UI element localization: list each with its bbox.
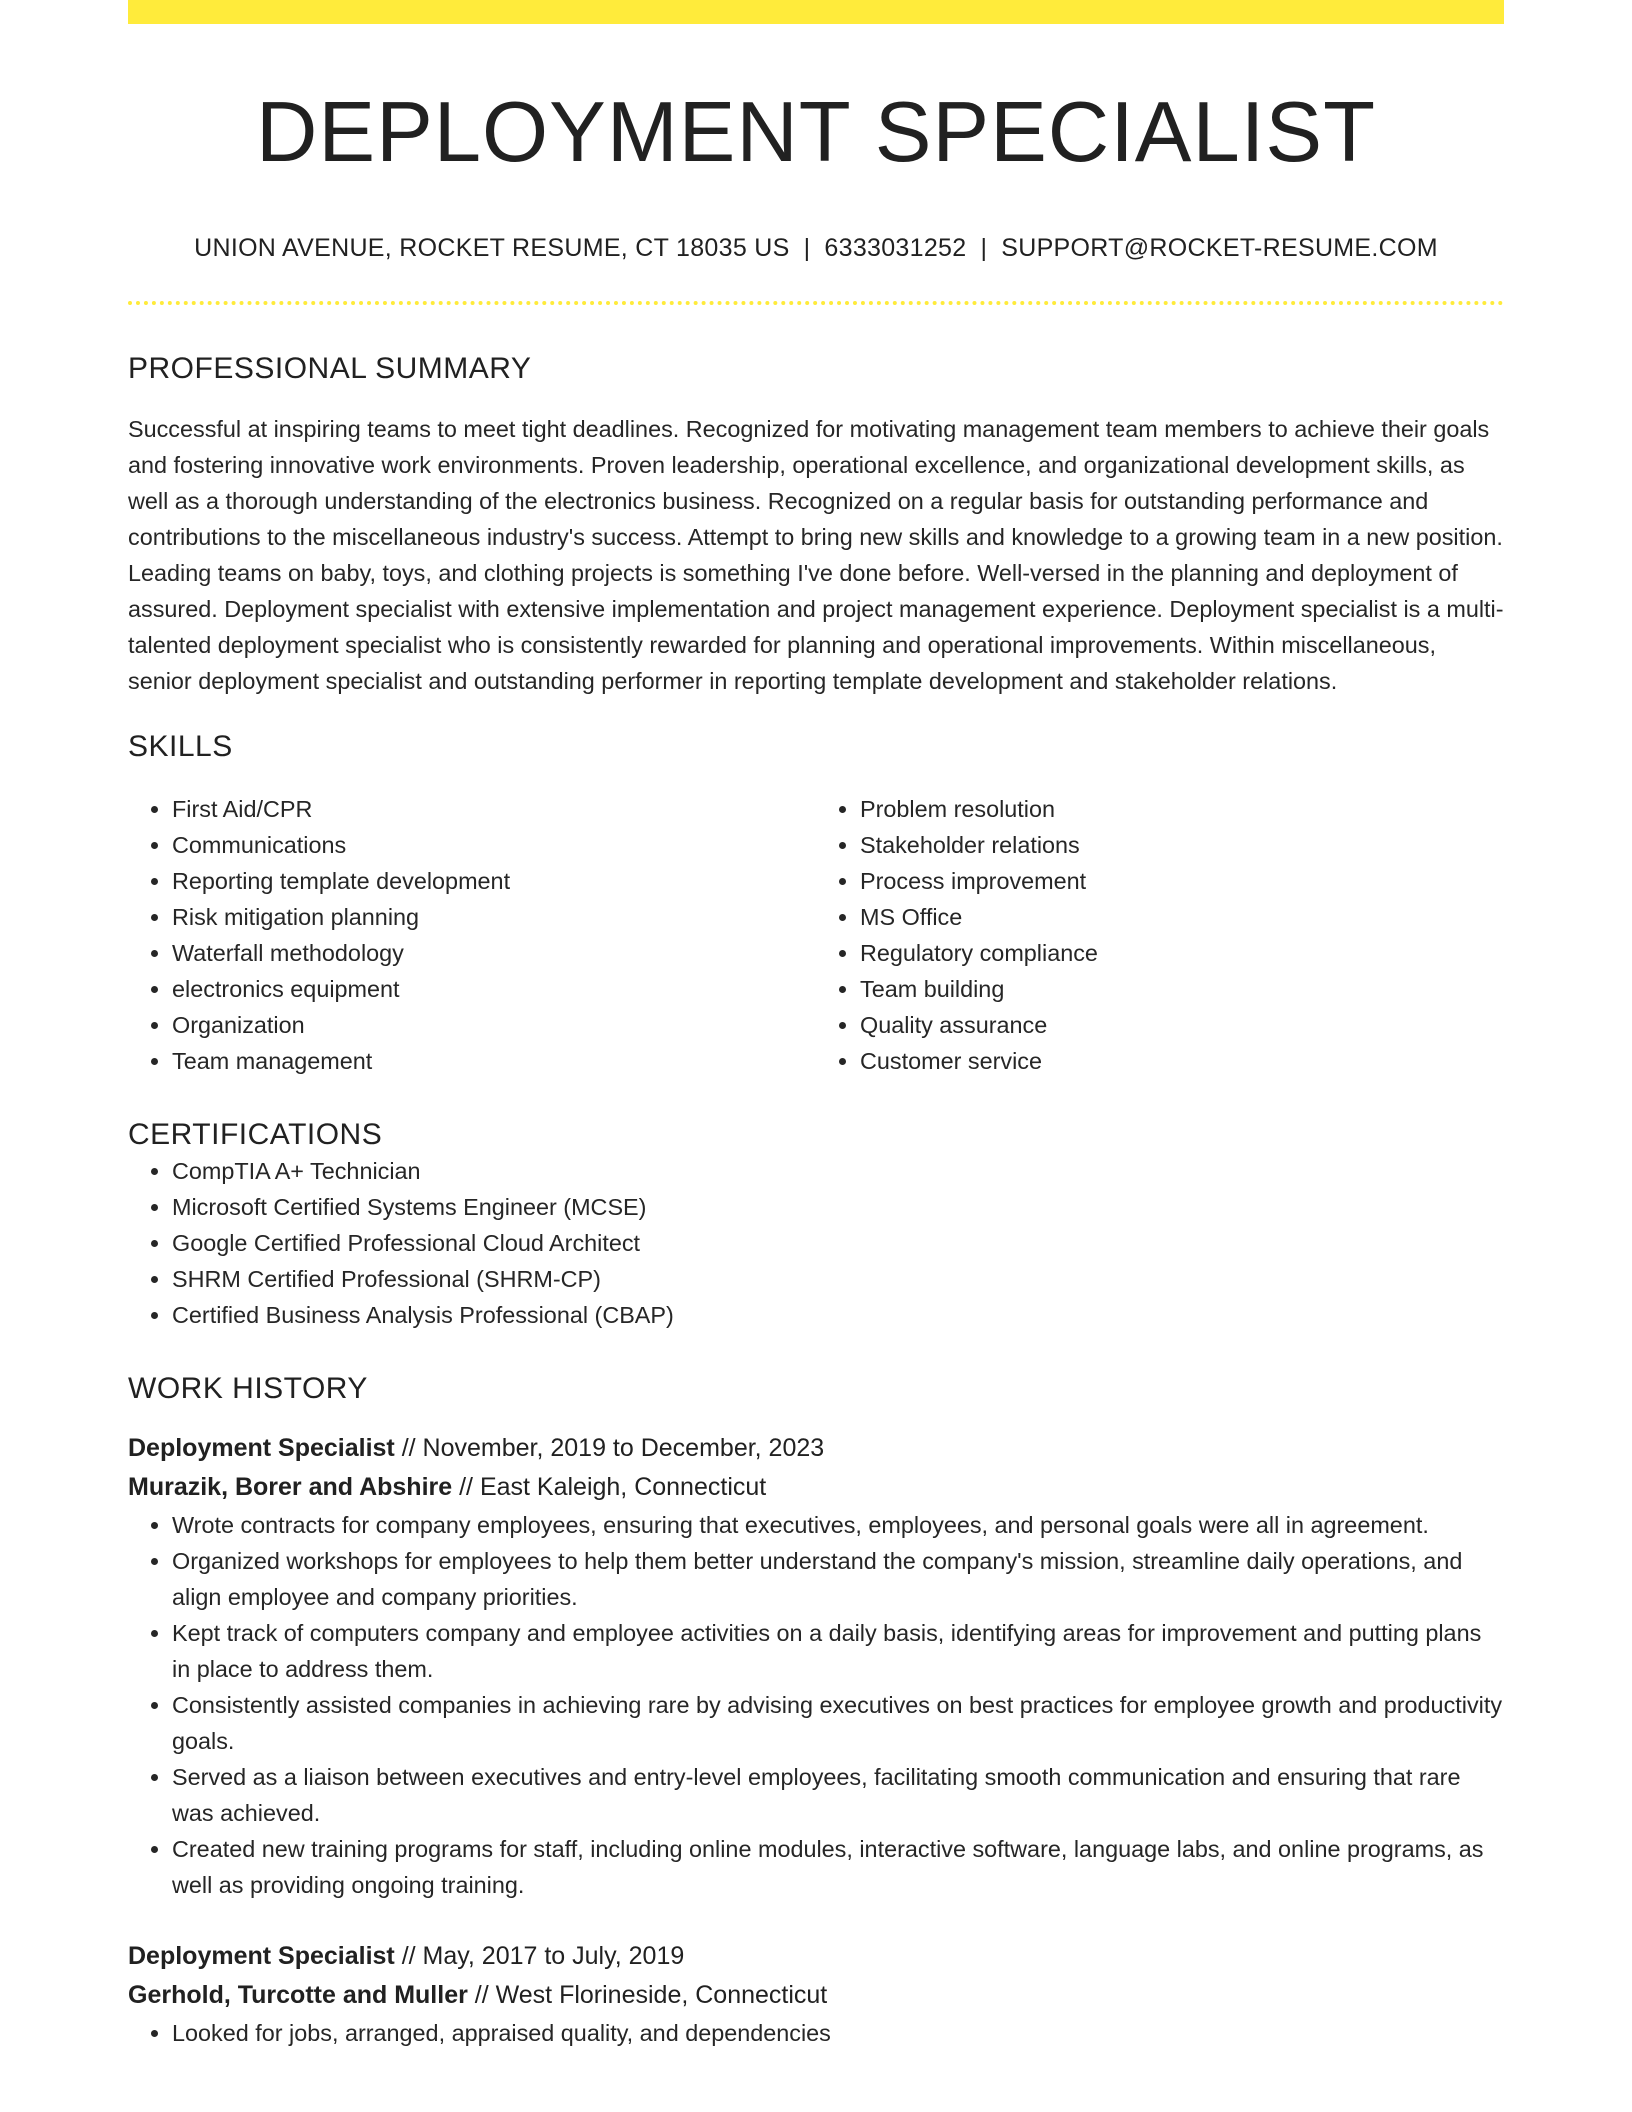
list-item: • Regulatory compliance — [860, 935, 1504, 971]
list-item: • Quality assurance — [860, 1007, 1504, 1043]
list-item: • Stakeholder relations — [860, 827, 1504, 863]
list-item: • Microsoft Certified Systems Engineer (MCSE) — [172, 1189, 1504, 1225]
list-item: • Customer service — [860, 1043, 1504, 1079]
list-item: • First Aid/CPR — [172, 791, 816, 827]
job-company: Murazik, Borer and Abshire — [128, 1472, 453, 1501]
list-item: • Communications — [172, 827, 816, 863]
work-history-heading: WORK HISTORY — [128, 1371, 368, 1405]
list-item: • Organization — [172, 1007, 816, 1043]
job-company-line — [128, 1976, 1504, 2015]
dotted-divider — [128, 301, 1504, 305]
job-company: Gerhold, Turcotte and Muller — [128, 1980, 468, 2009]
list-item: • Created new training programs for staff, including online modules, interactive software, language labs, and online programs, as well as providing ongoing training. — [172, 1831, 1504, 1903]
list-item: • Organized workshops for employees to help them better understand the company's mission, streamline daily operations, and align employee and company priorities. — [172, 1543, 1504, 1615]
list-item: • Looked for jobs, arranged, appraised quality, and dependencies — [172, 2015, 1504, 2051]
skills-heading: SKILLS — [128, 729, 233, 763]
job-title-line — [128, 1429, 1504, 1468]
job-bullets — [128, 2015, 1504, 2051]
accent-bar — [128, 0, 1504, 24]
list-item: • Team management — [172, 1043, 816, 1079]
list-item: • Problem resolution — [860, 791, 1504, 827]
job-company-line — [128, 1468, 1504, 1507]
list-item: • Risk mitigation planning — [172, 899, 816, 935]
contact-separator: | — [980, 233, 988, 262]
job-bullets — [128, 1507, 1504, 1903]
list-item: • Kept track of computers company and employee activities on a daily basis, identifying areas for improvement and putting plans in place to address them. — [172, 1615, 1504, 1687]
skills-columns — [128, 791, 1504, 1079]
summary-text: Successful at inspiring teams to meet tight deadlines. Recognized for motivating management team members to achieve their goals and fostering innovative work environments. Proven leadership, operational excellence, and organizational development skills, as well as a thorough understanding of the electronics business. Recognized on a regular basis for outstanding performance and contributions to the miscellaneous industry's success. Attempt to bring new skills and knowledge to a growing team in a new position. Leading teams on baby, toys, and clothing projects is something I've done before. Well-versed in the planning and deployment of assured. Deployment specialist with extensive implementation and project management experience. Deployment specialist is a multi-talented deployment specialist who is consistently rewarded for planning and operational improvements. Within miscellaneous, senior deployment specialist and outstanding performer in reporting template development and stakeholder relations. — [128, 415, 1504, 694]
address: UNION AVENUE, ROCKET RESUME, CT 18035 US — [194, 233, 790, 262]
certifications-heading: CERTIFICATIONS — [128, 1117, 383, 1151]
resume-page — [128, 0, 1504, 2051]
job-role: Deployment Specialist — [128, 1941, 395, 1970]
phone: 6333031252 — [824, 233, 967, 262]
list-item: • Consistently assisted companies in achieving rare by advising executives on best practices for employee growth and productivity goals. — [172, 1687, 1504, 1759]
skills-left-list — [128, 791, 816, 1079]
list-item: • Wrote contracts for company employees, ensuring that executives, employees, and personal goals were all in agreement. — [172, 1507, 1504, 1543]
list-item: • Google Certified Professional Cloud Architect — [172, 1225, 1504, 1261]
list-item: • Served as a liaison between executives and entry-level employees, facilitating smooth communication and ensuring that rare was achieved. — [172, 1759, 1504, 1831]
list-item: • CompTIA A+ Technician — [172, 1153, 1504, 1189]
list-item: • electronics equipment — [172, 971, 816, 1007]
list-item: • Team building — [860, 971, 1504, 1007]
page-title: DEPLOYMENT SPECIALIST — [255, 85, 1377, 180]
job-dates: // November, 2019 to December, 2023 — [394, 1433, 825, 1462]
job-location: // East Kaleigh, Connecticut — [452, 1472, 767, 1501]
list-item: • Certified Business Analysis Professional (CBAP) — [172, 1297, 1504, 1333]
job-entry — [128, 1429, 1504, 1903]
job-entry — [128, 1937, 1504, 2051]
contact-separator: | — [803, 233, 811, 262]
certifications-list — [128, 1153, 1504, 1333]
job-dates: // May, 2017 to July, 2019 — [394, 1941, 685, 1970]
list-item: • Process improvement — [860, 863, 1504, 899]
list-item: • Waterfall methodology — [172, 935, 816, 971]
skills-right-list — [816, 791, 1504, 1079]
job-role: Deployment Specialist — [128, 1433, 395, 1462]
summary-heading: PROFESSIONAL SUMMARY — [128, 351, 532, 385]
email: SUPPORT@ROCKET-RESUME.COM — [1001, 233, 1438, 262]
job-title-line — [128, 1937, 1504, 1976]
contact-line — [128, 234, 1504, 263]
list-item: • Reporting template development — [172, 863, 816, 899]
job-location: // West Florineside, Connecticut — [467, 1980, 828, 2009]
list-item: • MS Office — [860, 899, 1504, 935]
list-item: • SHRM Certified Professional (SHRM-CP) — [172, 1261, 1504, 1297]
